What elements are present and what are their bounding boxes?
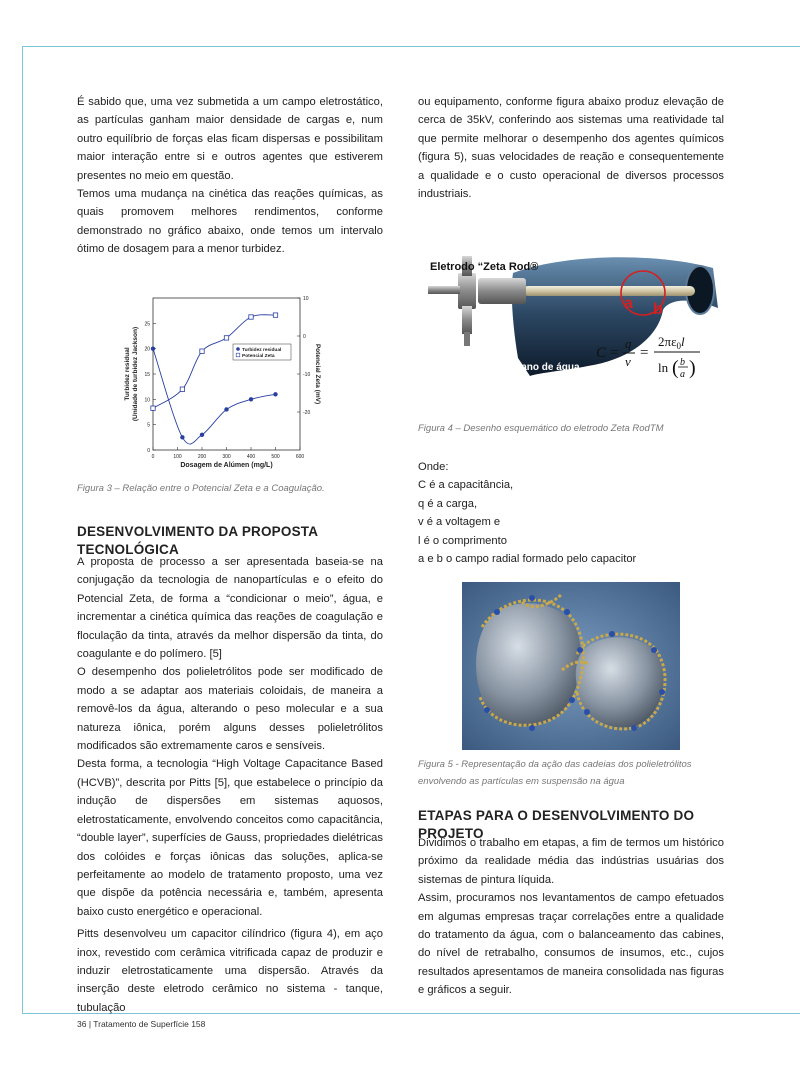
where-heading: Onde:	[418, 461, 449, 473]
label-b: b	[653, 301, 663, 318]
y2-tick-label: 0	[303, 334, 306, 340]
turbidity-point	[249, 397, 253, 401]
svg-text:C: C	[596, 345, 607, 361]
electrode-label: Eletrodo “Zeta Rod®	[430, 261, 539, 273]
page-frame-top	[22, 46, 800, 47]
zeta-point	[180, 387, 184, 391]
figure-4-caption: Figura 4 – Desenho esquemático do eletrodo Zeta RodTM	[418, 423, 664, 434]
paragraph: A proposta de processo a ser apresentada baseia-se na conjugação da tecnologia de nanopartículas e o efeito do Potencial Zeta, de forma a “condicionar o meio”, água, e incrementar a cinética química das reações de coagulação e floculação da tinta, através da melhor dispersão da tinta, do coagulante e do polímero. [5]	[77, 556, 383, 661]
y-tick-label: 10	[144, 397, 150, 404]
figure-5-particles	[462, 582, 680, 750]
svg-text:a: a	[680, 369, 685, 380]
y-axis-label: Turbidez residual(Unidade de turbidez Jackson)	[124, 326, 139, 422]
zeta-point	[249, 315, 253, 319]
legend-marker-zeta	[236, 353, 240, 357]
x-tick-label: 300	[222, 454, 231, 460]
svg-text:): )	[689, 357, 696, 379]
plot-frame	[153, 298, 300, 450]
list-item: C é a capacitância,	[418, 479, 514, 492]
figure-3-chart	[115, 292, 330, 472]
y2-axis-label: Potencial Zeta (mV)	[314, 343, 321, 405]
svg-text:=: =	[610, 345, 619, 361]
polyelectrolyte-illustration	[462, 582, 680, 750]
zeta-turbidity-chart	[115, 292, 330, 472]
paragraph: Assim, procuramos nos levantamentos de campo efetuados em algumas empresas traçar correlações entre a qualidade do tratamento da água, com o balanceamento das cabines, do nível de retrabalho, consumos de insumos, etc., cujos resultados apresentamos de maneira consolidada nas figuras e gráficos a seguir.	[418, 892, 724, 997]
paragraph: Desta forma, a tecnologia “High Voltage Capacitance Based (HCVB)”, descrita por Pitts [5], que estabelece o princípio da indução de dispersões em sistemas aquosos, eletrostaticamente, envolvendo conceitos como capacitância, “double layer”, superfícies de Gauss, propriedades dielétricas dos colóides e forças iônicas das soluções, aplica-se perfeitamente ao modelo de tratamento proposto, uma vez que dispõe da potência necessária e, também, apresenta baixo custo energético e operacional.	[77, 758, 383, 918]
figure-4-electrode	[418, 248, 720, 413]
paragraph: Temos uma mudança na cinética das reações químicas, as quais promovem melhores rendimentos, conforme demonstrado no gráfico abaixo, onde temos um intervalo ótimo de dosagem para a menor turbidez.	[77, 188, 383, 256]
section-heading: ETAPAS PARA O DESENVOLVIMENTO DO PROJETO	[418, 808, 695, 842]
paragraph: Dividimos o trabalho em etapas, a fim de termos um histórico próximo da realidade média das indústrias usuárias dos sistemas de pintura líquida.	[418, 837, 724, 886]
turbidity-point	[151, 346, 155, 350]
y2-tick-label: -10	[303, 372, 311, 378]
svg-text:b: b	[680, 357, 685, 368]
right-column	[418, 93, 724, 203]
y-tick-label: 25	[144, 321, 150, 328]
y2-tick-label: 10	[303, 296, 309, 302]
paragraph: Pitts desenvolveu um capacitor cilíndrico (figura 4), em aço inox, revestido com cerâmica vitrificada capaz de produzir e induzir eletrostaticamente uma dispersão. Através da inserção deste eletrodo cerâmico no sistema - tanque, tubulação	[77, 928, 383, 1014]
turbidity-point	[180, 435, 184, 439]
paragraph: O desempenho dos polieletrólitos pode ser modificado de modo a se adaptar aos materiais coloidais, de maneira a removê-los da água, alterando o peso molecular e a sua natureza iônica, porém alguns desses polieletrólitos modificados são extremamente caros e sensíveis.	[77, 666, 383, 753]
paragraph: É sabido que, uma vez submetida a um campo eletrostático, as partículas ganham maior densidade de cargas e, num outro equilíbrio de forças elas ficam dispersas e possibilitam maior interação entre si e outros agentes que estiverem presentes no meio em questão.	[77, 96, 383, 182]
x-tick-label: 100	[173, 454, 182, 460]
list-item: v é a voltagem e	[418, 516, 501, 529]
x-axis-label: Dosagem de Alúmen (mg/L)	[180, 462, 273, 469]
paragraph: ou equipamento, conforme figura abaixo produz elevação de cerca de 35kV, conferindo aos sistemas uma reatividade tal que permite melhorar o desempenho dos agentes químicos (figura 5), suas velocidades de reação e consequentemente a qualidade e o custo operacional de diversos processos industriais.	[418, 96, 724, 201]
list-item: q é a carga,	[418, 497, 478, 510]
section-heading: DESENVOLVIMENTO DA PROPOSTA TECNOLÓGICA	[77, 524, 318, 558]
turbidity-point	[273, 392, 277, 396]
turbidity-point	[224, 407, 228, 411]
x-tick-label: 0	[151, 454, 155, 460]
right-column-body	[418, 834, 724, 1000]
zeta-point	[151, 406, 155, 410]
y-tick-label: 0	[147, 448, 150, 454]
svg-text:2πε0l: $2\pi\varepsilon_0l$	[658, 334, 685, 351]
x-tick-label: 500	[271, 454, 280, 460]
y-tick-label: 5	[147, 422, 150, 429]
page-footer: 36 | Tratamento de Superfície 158	[77, 1019, 206, 1029]
legend-label-turbidity: Turbidez residual	[242, 348, 282, 353]
x-tick-label: 600	[295, 454, 305, 460]
svg-text:(: (	[672, 357, 679, 379]
zeta-point	[224, 336, 228, 340]
page-frame-left	[22, 46, 23, 1014]
legend-marker-turbidity	[236, 347, 240, 351]
figure-3-caption: Figura 3 – Relação entre o Potencial Zeta e a Coagulação.	[77, 483, 325, 494]
svg-text:ln: ln	[658, 360, 669, 375]
list-item: l é o comprimento	[418, 534, 507, 547]
y-tick-label: 20	[144, 346, 150, 353]
zeta-point	[200, 349, 204, 353]
left-column-body	[77, 553, 383, 1017]
variable-list	[418, 476, 724, 568]
zeta-point	[273, 313, 277, 317]
svg-text:v: v	[625, 354, 631, 369]
svg-text:q: q	[625, 336, 632, 351]
label-a: a	[624, 295, 633, 312]
left-column	[77, 93, 383, 259]
legend-label-zeta: Potencial Zeta	[242, 354, 275, 359]
where-block	[418, 458, 724, 568]
turbidity-point	[200, 433, 204, 437]
figure-5-caption: Figura 5 - Representação da ação das cadeias dos polieletrólitos envolvendo as partículas em suspensão na água	[418, 759, 692, 787]
y-tick-label: 15	[144, 372, 150, 378]
zeta-rod-illustration	[418, 248, 720, 413]
pipe-label: Cano de água	[514, 362, 580, 373]
x-tick-label: 200	[197, 454, 207, 460]
y2-tick-label: -20	[303, 410, 311, 416]
x-tick-label: 400	[246, 454, 256, 460]
list-item: a e b o campo radial formado pelo capacitor	[418, 553, 637, 566]
svg-text:=: =	[640, 345, 649, 361]
